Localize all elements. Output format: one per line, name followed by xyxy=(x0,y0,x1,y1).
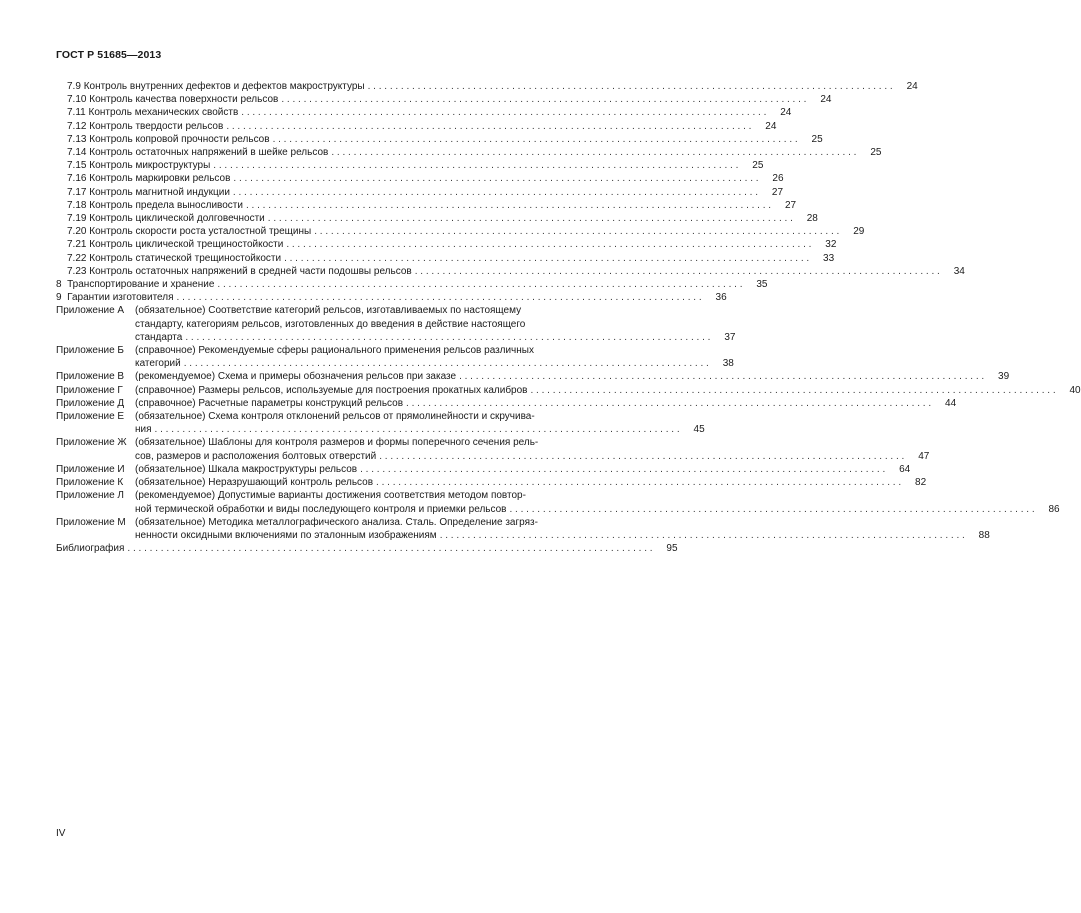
toc-entry[interactable] xyxy=(56,265,965,278)
toc-entry[interactable] xyxy=(56,159,764,172)
appendix-last-line xyxy=(135,357,734,370)
toc-entry-page: 29 xyxy=(853,226,865,238)
toc-entry-title: Контроль статической трещиностойкости xyxy=(89,252,282,264)
toc-entry-page: 45 xyxy=(693,424,705,436)
toc-entry-number: 7.17 xyxy=(67,186,87,198)
toc-entry-text xyxy=(67,146,328,159)
document-header: ГОСТ Р 51685—2013 xyxy=(56,49,162,61)
toc-entry-page: 47 xyxy=(918,450,930,462)
toc-entry-title: Контроль предела выносливости xyxy=(89,199,243,211)
subsection-list xyxy=(56,80,965,278)
section-list xyxy=(56,278,768,304)
toc-entry-title: Контроль остаточных напряжений в шейке рельсов xyxy=(89,147,329,159)
appendix-entry[interactable] xyxy=(56,384,1081,397)
dot-leader xyxy=(217,278,742,291)
toc-entry[interactable] xyxy=(56,120,777,133)
dot-leader xyxy=(331,146,856,159)
toc-entry-text xyxy=(67,225,311,238)
toc-entry-page: 25 xyxy=(752,160,764,172)
appendix-body xyxy=(135,463,910,476)
toc-entry-title: Контроль маркировки рельсов xyxy=(89,173,231,185)
dot-leader xyxy=(177,291,702,304)
appendix-entry[interactable] xyxy=(56,370,1010,383)
dot-leader xyxy=(406,397,931,410)
appendix-label: Приложение Л xyxy=(56,490,124,502)
toc-entry-number: 7.23 xyxy=(67,265,87,277)
toc-entry-text: Библиография xyxy=(56,543,125,555)
toc-entry-number: 8 xyxy=(56,279,62,291)
toc-entry[interactable] xyxy=(56,186,784,199)
appendix-body xyxy=(135,436,929,462)
dot-leader xyxy=(226,120,751,133)
appendix-text-line: (справочное) Рекомендуемые сферы рационального применения рельсов различных xyxy=(135,345,534,357)
toc-entry-title: Контроль механических свойств xyxy=(88,107,239,119)
toc-entry-number: 7.11 xyxy=(67,107,86,119)
toc-entry-title: Транспортирование и хранение xyxy=(67,279,215,291)
appendix-text-line: стандарту, категориям рельсов, изготовленных до введения в действие настоящего xyxy=(135,318,526,330)
appendix-label: Приложение А xyxy=(56,305,125,317)
toc-entry-number: 7.14 xyxy=(67,147,87,159)
appendix-text-line: ной термической обработки и виды последующего контроля и приемки рельсов xyxy=(135,503,507,515)
toc-entry-number: 7.22 xyxy=(67,252,87,264)
appendix-text-line: (обязательное) Шаблоны для контроля размеров и формы поперечного сечения рель- xyxy=(135,437,539,449)
appendix-label: Приложение Е xyxy=(56,411,125,423)
dot-leader xyxy=(233,186,758,199)
appendix-body xyxy=(135,410,705,436)
appendix-last-line xyxy=(135,450,929,463)
toc-entry-text xyxy=(67,159,210,172)
toc-entry-page: 44 xyxy=(945,397,957,409)
toc-entry-title: Контроль внутренних дефектов и дефектов макроструктуры xyxy=(83,81,365,92)
appendix-last-line xyxy=(135,397,956,410)
dot-leader xyxy=(246,199,771,212)
toc-entry-title: Контроль качества поверхности рельсов xyxy=(89,94,279,106)
dot-leader xyxy=(360,463,885,476)
toc-entry-title: Контроль магнитной индукции xyxy=(89,186,230,198)
toc-entry-text xyxy=(67,106,238,119)
toc-entry-number: 7.21 xyxy=(67,239,87,251)
table-of-contents xyxy=(56,80,1081,555)
appendix-label: Приложение М xyxy=(56,516,126,528)
toc-entry-page: 40 xyxy=(1069,384,1081,396)
toc-entry-title: Контроль циклической долговечности xyxy=(89,213,265,225)
dot-leader xyxy=(284,252,809,265)
toc-entry-page: 82 xyxy=(915,477,927,489)
dot-leader xyxy=(268,212,793,225)
toc-entry-text xyxy=(67,120,223,133)
toc-entry[interactable] xyxy=(56,291,727,304)
appendix-body xyxy=(135,304,735,344)
toc-entry-page: 38 xyxy=(722,358,734,370)
page-number: IV xyxy=(56,828,66,839)
appendix-body xyxy=(135,344,734,370)
dot-leader xyxy=(184,357,709,370)
dot-leader xyxy=(185,331,710,344)
appendix-list xyxy=(56,304,1081,542)
toc-entry-number: 7.13 xyxy=(67,133,87,145)
appendix-text-line: ния xyxy=(135,424,152,436)
appendix-body xyxy=(135,489,1060,515)
toc-entry-page: 33 xyxy=(823,252,835,264)
toc-entry-text xyxy=(67,172,230,185)
toc-entry[interactable] xyxy=(56,146,882,159)
appendix-label: Приложение В xyxy=(56,371,125,383)
toc-entry[interactable] xyxy=(56,252,835,265)
appendix-text-line: стандарта xyxy=(135,331,183,343)
appendix-label: Приложение Д xyxy=(56,397,125,409)
appendix-label: Приложение К xyxy=(56,477,124,489)
appendix-last-line xyxy=(135,331,735,344)
toc-entry-title: Контроль копровой прочности рельсов xyxy=(89,133,270,145)
toc-entry[interactable] xyxy=(56,106,792,119)
appendix-body xyxy=(135,370,1009,383)
toc-entry-title: Контроль микроструктуры xyxy=(89,160,211,172)
toc-entry-page: 86 xyxy=(1048,503,1060,515)
appendix-last-line xyxy=(135,476,926,489)
dot-leader xyxy=(510,503,1035,516)
dot-leader xyxy=(286,238,811,251)
toc-entry-text xyxy=(67,265,412,278)
toc-entry-text xyxy=(56,278,214,291)
toc-entry-text xyxy=(67,93,278,106)
appendix-text-line: (обязательное) Соответствие категорий рельсов, изготавливаемых по настоящему xyxy=(135,305,522,317)
toc-entry-title: Гарантии изготовителя xyxy=(67,292,174,304)
toc-entry-title: Контроль циклической трещиностойкости xyxy=(89,239,284,251)
toc-entry-page: 25 xyxy=(870,147,882,159)
dot-leader xyxy=(415,265,940,278)
appendix-text-line: (справочное) Размеры рельсов, используемые для построения прокатных калибров xyxy=(135,384,528,396)
toc-entry-page: 64 xyxy=(899,463,911,475)
toc-entry-page: 28 xyxy=(806,213,818,225)
appendix-last-line xyxy=(135,423,705,436)
toc-entry-page: 27 xyxy=(771,186,784,198)
toc-entry-page: 27 xyxy=(784,199,797,211)
toc-entry-page: 24 xyxy=(780,107,792,119)
toc-entry-page: 34 xyxy=(953,265,965,277)
toc-entry[interactable] xyxy=(56,238,837,251)
toc-entry-page: 95 xyxy=(666,543,678,555)
appendix-body xyxy=(135,384,1081,397)
toc-entry-number: 7.9 xyxy=(67,81,81,92)
toc-entry-title: Контроль твердости рельсов xyxy=(89,120,224,132)
appendix-label: Приложение Ж xyxy=(56,437,127,449)
appendix-text-line: ненности оксидными включениями по эталонным изображениям xyxy=(135,529,437,541)
dot-leader xyxy=(440,529,965,542)
appendix-text-line: (обязательное) Методика металлографического анализа. Сталь. Определение загряз- xyxy=(135,516,538,528)
dot-leader xyxy=(281,93,806,106)
appendix-entry[interactable] xyxy=(56,489,1060,515)
toc-entry-page: 24 xyxy=(906,81,918,92)
toc-entry-bibliography[interactable] xyxy=(56,542,678,555)
toc-entry[interactable] xyxy=(56,172,784,185)
toc-entry-page: 88 xyxy=(978,529,990,541)
toc-entry-text xyxy=(67,199,243,212)
toc-entry-number: 7.20 xyxy=(67,226,87,238)
appendix-entry[interactable] xyxy=(56,304,736,344)
appendix-last-line xyxy=(135,370,1009,383)
toc-entry[interactable] xyxy=(56,199,797,212)
appendix-last-line xyxy=(135,463,910,476)
appendix-text-line: (рекомендуемое) Схема и примеры обозначения рельсов при заказе xyxy=(135,371,457,383)
toc-entry-page: 39 xyxy=(998,371,1010,383)
appendix-entry[interactable] xyxy=(56,463,911,476)
toc-entry-page: 24 xyxy=(765,120,777,132)
appendix-text-line: (справочное) Расчетные параметры конструкций рельсов xyxy=(135,397,404,409)
toc-entry[interactable] xyxy=(56,225,865,238)
toc-entry-text xyxy=(67,80,365,93)
toc-entry-number: 7.19 xyxy=(67,213,87,225)
dot-leader xyxy=(376,476,901,489)
toc-entry-text xyxy=(67,252,281,265)
toc-entry[interactable] xyxy=(56,133,823,146)
appendix-entry[interactable] xyxy=(56,436,930,462)
toc-entry-number: 7.10 xyxy=(67,94,87,106)
appendix-body xyxy=(135,397,956,410)
toc-entry-title: Контроль остаточных напряжений в средней части подошвы рельсов xyxy=(89,265,412,277)
toc-entry-number: 7.12 xyxy=(67,120,87,132)
toc-entry[interactable] xyxy=(56,93,832,106)
toc-entry-page: 32 xyxy=(825,239,837,251)
toc-entry[interactable] xyxy=(56,212,818,225)
appendix-label: Приложение И xyxy=(56,463,125,475)
dot-leader xyxy=(127,542,652,555)
appendix-body xyxy=(135,476,926,489)
appendix-entry[interactable] xyxy=(56,397,957,410)
dot-leader xyxy=(155,423,680,436)
toc-entry-page: 35 xyxy=(756,279,768,291)
toc-entry[interactable] xyxy=(56,278,768,291)
toc-entry-text xyxy=(67,186,230,199)
dot-leader xyxy=(213,159,738,172)
toc-entry-text xyxy=(67,212,265,225)
toc-entry-page: 26 xyxy=(772,173,784,185)
dot-leader xyxy=(459,370,984,383)
toc-entry-number: 7.18 xyxy=(67,199,87,211)
toc-entry[interactable] xyxy=(56,80,918,93)
toc-entry-number: 7.16 xyxy=(67,173,87,185)
appendix-entry[interactable] xyxy=(56,344,734,370)
toc-entry-title: Контроль скорости роста усталостной трещины xyxy=(89,226,312,238)
appendix-text-line: (обязательное) Шкала макроструктуры рельсов xyxy=(135,463,358,475)
appendix-last-line xyxy=(135,384,1081,397)
toc-entry-text xyxy=(67,238,283,251)
appendix-entry[interactable] xyxy=(56,476,927,489)
appendix-last-line xyxy=(135,503,1060,516)
dot-leader xyxy=(314,225,839,238)
dot-leader xyxy=(241,106,766,119)
appendix-text-line: (рекомендуемое) Допустимые варианты достижения соответствия методом повтор- xyxy=(135,490,526,502)
appendix-text-line: (обязательное) Схема контроля отклонений рельсов от прямолинейности и скручива- xyxy=(135,411,535,423)
toc-entry-page: 25 xyxy=(811,133,823,145)
dot-leader xyxy=(379,450,904,463)
toc-entry-number: 7.15 xyxy=(67,160,87,172)
appendix-last-line xyxy=(135,529,990,542)
toc-entry-text xyxy=(67,133,270,146)
toc-entry-page: 37 xyxy=(724,331,736,343)
dot-leader xyxy=(273,133,798,146)
toc-entry-page: 36 xyxy=(715,292,727,304)
toc-entry-page: 24 xyxy=(820,94,832,106)
appendix-text-line: (обязательное) Неразрушающий контроль рельсов xyxy=(135,477,374,489)
appendix-body xyxy=(135,516,990,542)
dot-leader xyxy=(368,80,893,93)
dot-leader xyxy=(233,172,758,185)
toc-entry-text xyxy=(56,291,174,304)
appendix-text-line: сов, размеров и расположения болтовых отверстий xyxy=(135,450,377,462)
appendix-entry[interactable] xyxy=(56,410,705,436)
appendix-label: Приложение Б xyxy=(56,345,124,357)
appendix-entry[interactable] xyxy=(56,516,990,542)
dot-leader xyxy=(531,384,1056,397)
toc-entry-number: 9 xyxy=(56,292,62,304)
appendix-label: Приложение Г xyxy=(56,384,123,396)
appendix-text-line: категорий xyxy=(135,358,181,370)
